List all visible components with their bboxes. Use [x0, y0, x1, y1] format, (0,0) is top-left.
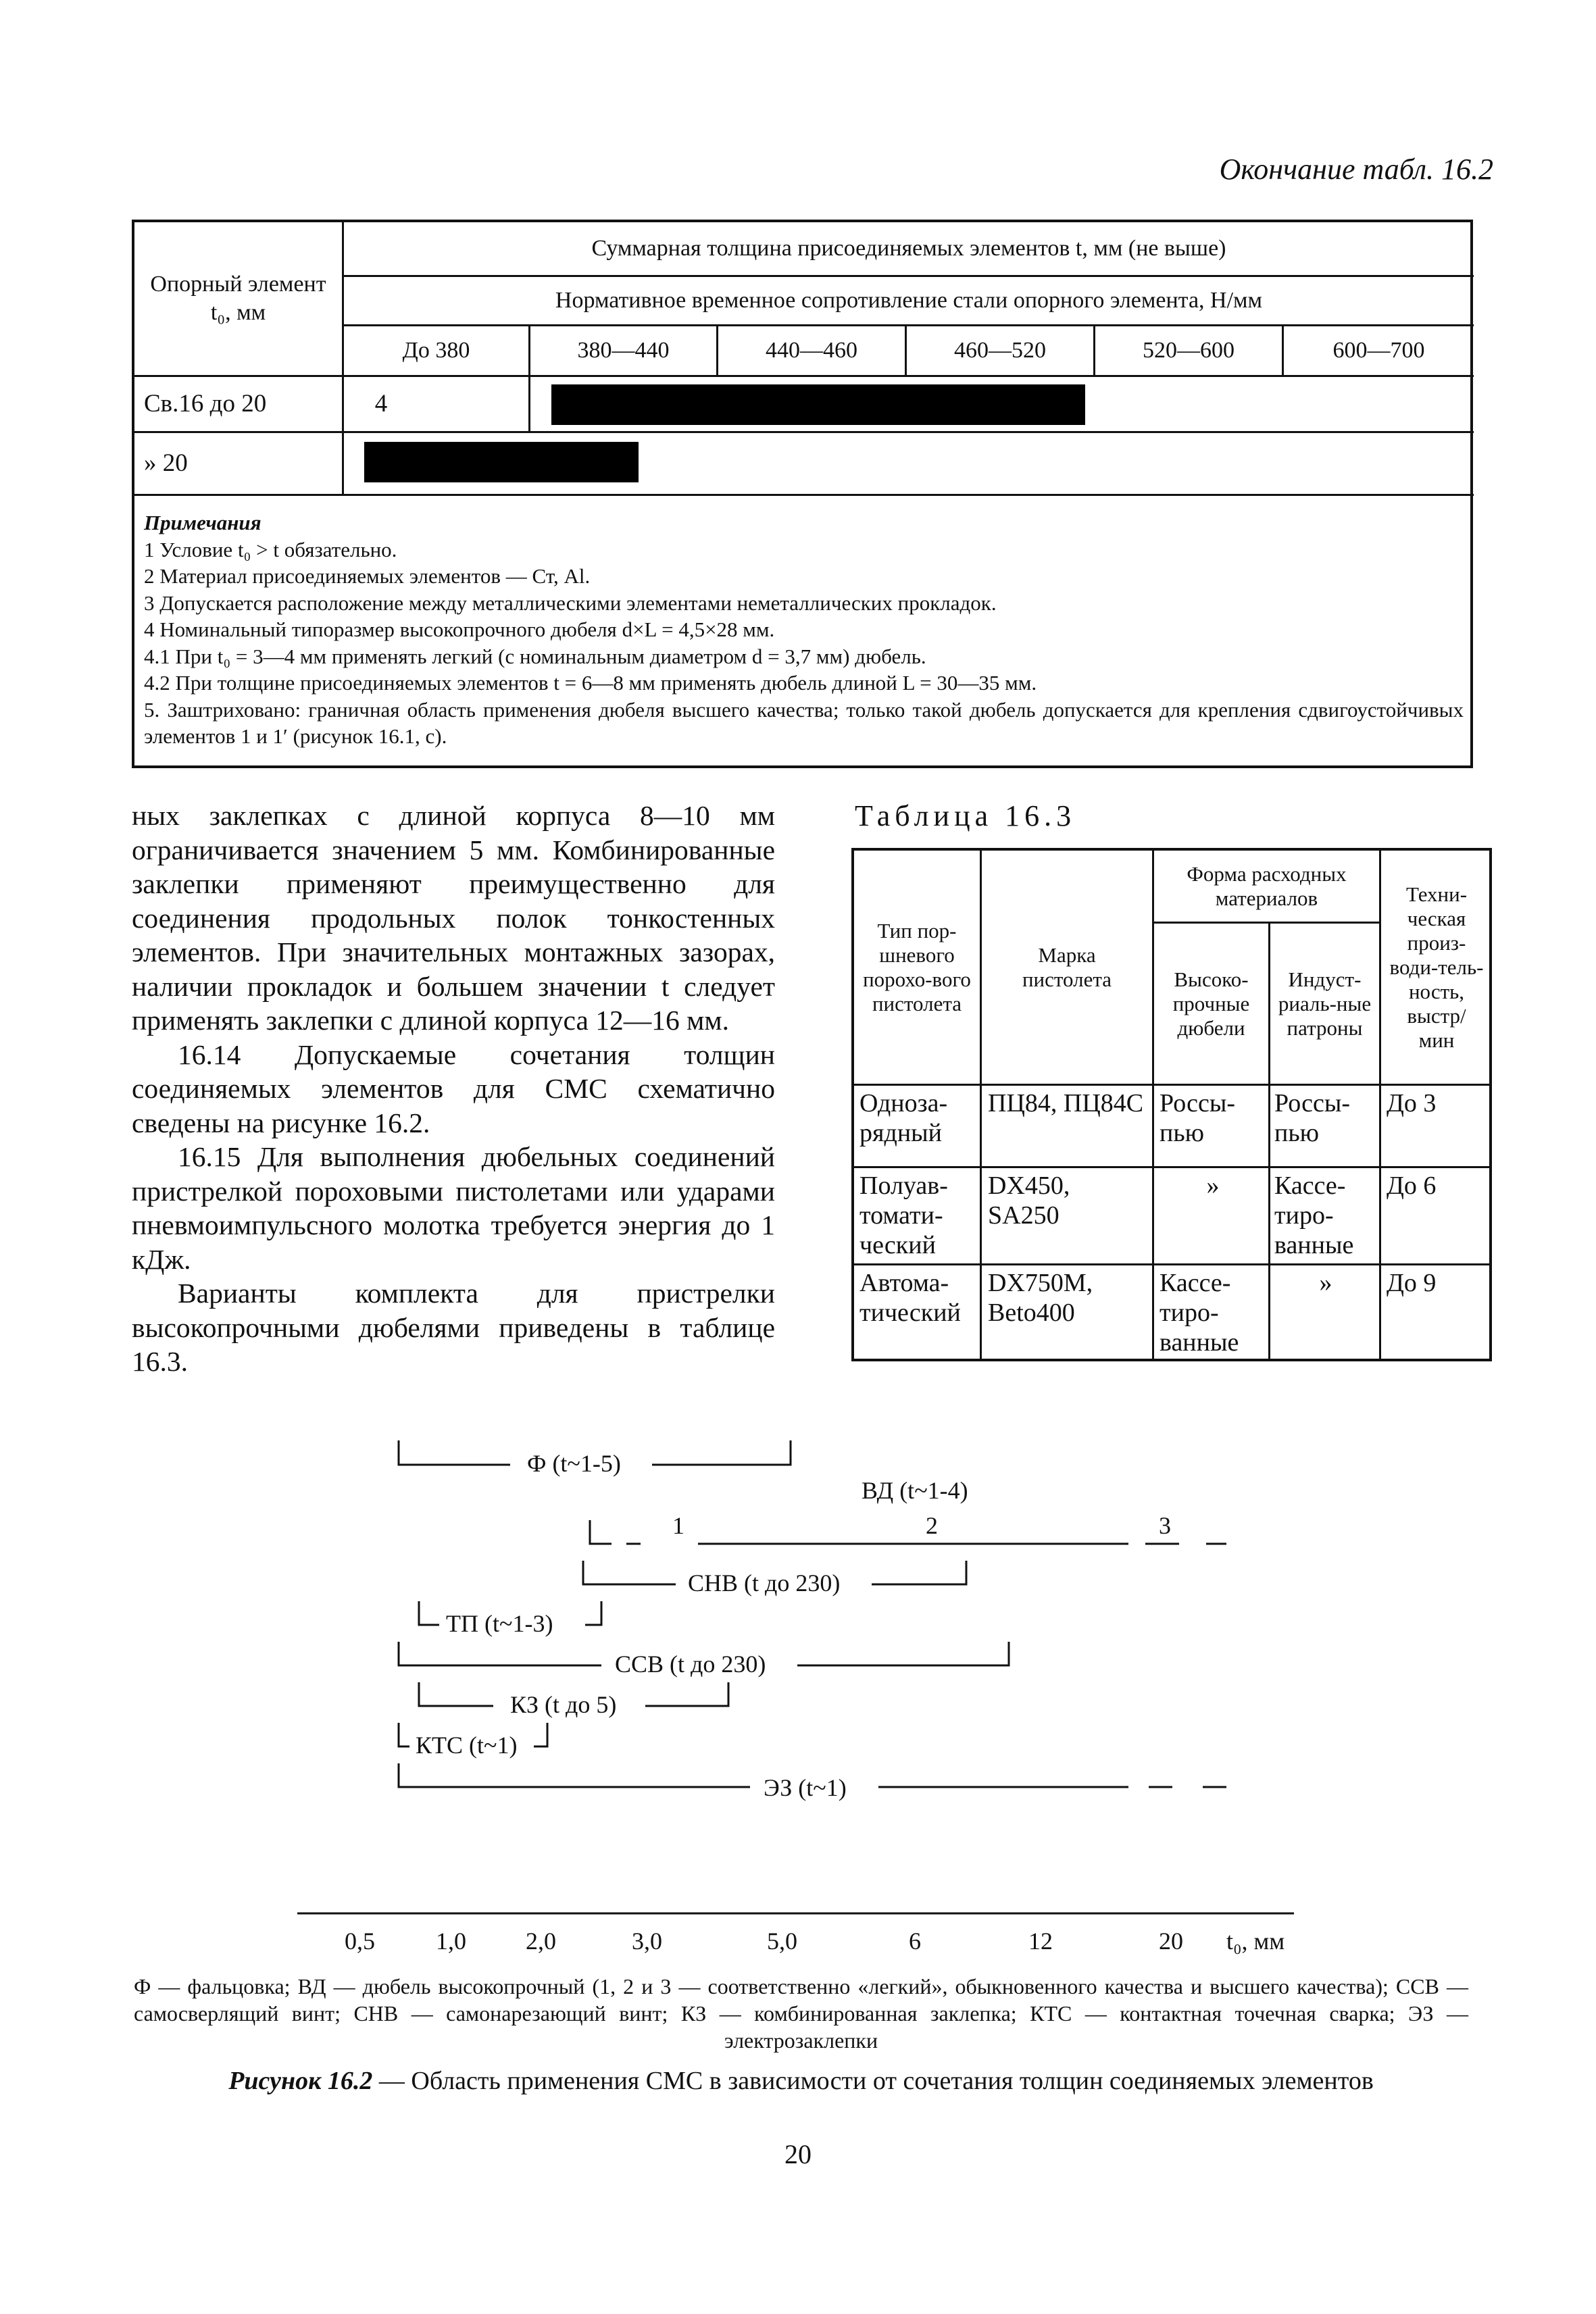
cell-productivity: До 9 — [1387, 1269, 1437, 1297]
label-kz: КЗ (t до 5) — [510, 1691, 617, 1718]
cell-brand: ПЦ84, ПЦ84С — [988, 1089, 1144, 1117]
header-dowels: Высоко-прочные дюбели — [1172, 967, 1250, 1040]
header-support-element: Опорный элемент t₀, мм — [150, 271, 326, 325]
cell-cartridges: Кассе-тиро-ванные — [1274, 1172, 1354, 1259]
paragraph: 16.14 Допускаемые сочетания толщин соединяемых элементов для СМС схематично сведены на рисунке 16.2. — [132, 1038, 775, 1138]
cell-type: Автома-тический — [859, 1269, 961, 1327]
table-continuation-label: Окончание табл. 16.2 — [1219, 153, 1493, 186]
range-bracket-snv — [872, 1561, 966, 1584]
label-kts: КТС (t~1) — [416, 1732, 518, 1759]
label-vd-3: 3 — [1159, 1512, 1171, 1539]
strength-range: 380—440 — [577, 337, 670, 363]
range-bracket-kts — [399, 1723, 409, 1746]
label-vd-1: 1 — [672, 1512, 684, 1539]
header-total-thickness: Суммарная толщина присоединяемых элементов t, мм (не выше) — [591, 235, 1226, 261]
header-type: Тип пор-шневого порохо-вого пистолета — [863, 918, 971, 1015]
range-bracket-ssv — [399, 1642, 601, 1665]
cell-type: Полуав-томати-ческий — [859, 1172, 948, 1259]
notes-title: Примечания — [144, 511, 261, 534]
range-bracket-f — [652, 1440, 791, 1465]
note: 3 Допускается расположение между металлическими элементами неметаллических прокладок. — [144, 590, 997, 615]
figure-caption — [134, 2066, 1468, 2096]
strength-range: 600—700 — [1332, 337, 1425, 363]
page-number: 20 — [784, 2139, 812, 2169]
label-f: Ф (t~1-5) — [527, 1450, 621, 1477]
label-snv: СНВ (t до 230) — [688, 1569, 841, 1596]
label-ssv: ССВ (t до 230) — [615, 1651, 766, 1678]
paragraph: Варианты комплекта для пристрелки высокопрочными дюбелями приведены в таблице 16.3. — [132, 1278, 775, 1377]
range-bracket-kz — [419, 1682, 493, 1706]
cell-cartridges: » — [1319, 1269, 1332, 1297]
header-cartridges: Индуст-риаль-ные патроны — [1278, 967, 1372, 1040]
header-brand: Марка пистолета — [1022, 942, 1112, 991]
strength-range: 520—600 — [1143, 337, 1235, 363]
label-vd-2: 2 — [926, 1512, 938, 1539]
header-productivity: Техни-ческая произ-води-тель-ность, выстр/ мин — [1389, 882, 1484, 1052]
note: 1 Условие t₀ > t обязательно. — [144, 537, 397, 561]
axis-tick-label: 5,0 — [767, 1928, 797, 1955]
table-16-3-caption: Таблица 16.3 — [855, 799, 1076, 832]
paragraph: 16.15 Для выполнения дюбельных соединений пристрелкой пороховыми пистолетами или ударами пневмоимпульсного молотка требуется энергия до 1 кДж. — [132, 1141, 775, 1275]
legend-text: Ф — фальцовка; ВД — дюбель высокопрочный (1, 2 и 3 — соответственно «легкий», обыкновенного качества и высшего качества); ССВ — самосверлящий винт; СНВ — самонарезающий винт; КЗ — комбинированная заклепка; КТС — контактная точечная сварка; ЭЗ — электрозаклепки — [134, 1974, 1468, 2053]
cell-dowels: » — [1206, 1172, 1220, 1200]
note: 5. Заштриховано: граничная область применения дюбеля высшего качества; только такой дюбель допускается для крепления сдвигоустойчивых элементов 1 и 1′ (рисунок 16.1, с). — [144, 697, 1464, 748]
header-materials: Форма расходных материалов — [1187, 861, 1347, 910]
label-ez: ЭЗ (t~1) — [764, 1774, 847, 1801]
label-tp: ТП (t~1-3) — [446, 1610, 553, 1637]
strength-range: До 380 — [402, 337, 470, 363]
note: 4 Номинальный типоразмер высокопрочного дюбеля d×L = 4,5×28 мм. — [144, 618, 775, 641]
note: 2 Материал присоединяемых элементов — Ст, Al. — [144, 564, 591, 588]
figure-caption-text: — Область применения СМС в зависимости от сочетания толщин соединяемых элементов — [372, 2067, 1374, 2095]
range-bracket-ez — [399, 1763, 750, 1787]
row-value: 4 — [374, 389, 388, 418]
cell-productivity: До 6 — [1387, 1172, 1437, 1200]
cell-dowels: Россы-пью — [1159, 1089, 1236, 1147]
range-bracket-tp — [419, 1601, 439, 1625]
range-bracket-snv — [583, 1561, 676, 1584]
cell-cartridges: Россы-пью — [1274, 1089, 1351, 1147]
cell-brand: DX750M, Beto400 — [988, 1269, 1093, 1327]
range-bracket-kts — [534, 1723, 547, 1746]
figure-caption-label: Рисунок 16.2 — [228, 2067, 373, 2095]
header-tensile-strength: Нормативное временное сопротивление стали опорного элемента, Н/мм — [555, 287, 1263, 313]
axis-tick-label: 2,0 — [526, 1928, 556, 1955]
range-bracket-vd — [590, 1520, 612, 1544]
figure-legend — [134, 1973, 1468, 2054]
cell-type: Одноза-рядный — [859, 1089, 948, 1147]
cell-dowels: Кассе-тиро-ванные — [1159, 1269, 1239, 1357]
label-vd: ВД (t~1-4) — [862, 1477, 968, 1504]
note: 4.2 При толщине присоединяемых элементов t = 6—8 мм применять дюбель длиной L = 30—35 мм. — [144, 671, 1037, 695]
note: 4.1 При t₀ = 3—4 мм применять легкий (с номинальным диаметром d = 3,7 мм) дюбель. — [144, 644, 926, 668]
axis-tick-label: 3,0 — [632, 1928, 662, 1955]
range-bracket-f — [399, 1440, 510, 1465]
strength-range: 460—520 — [954, 337, 1046, 363]
range-bracket-ssv — [797, 1642, 1009, 1665]
strength-range: 440—460 — [766, 337, 857, 363]
cell-productivity: До 3 — [1387, 1089, 1437, 1117]
cell-brand: DX450, SA250 — [988, 1172, 1070, 1230]
axis-unit-label: t₀, мм — [1226, 1928, 1285, 1955]
row-label: » 20 — [144, 449, 188, 477]
axis-tick-label: 6 — [909, 1928, 921, 1955]
axis-tick-label: 1,0 — [436, 1928, 466, 1955]
range-bracket-tp — [585, 1601, 601, 1625]
row-label: Св.16 до 20 — [144, 389, 267, 418]
axis-tick-label: 20 — [1159, 1928, 1183, 1955]
axis-tick-label: 12 — [1028, 1928, 1053, 1955]
paragraph: ных заклепках с длиной корпуса 8—10 мм ограничивается значением 5 мм. Комбинированные заклепки применяют преимущественно для соединения продольных полок тонкостенных элементов. При значительных монтажных зазорах, наличии прокладок и большем значении t следует применять заклепки с длиной корпуса 12—16 мм. — [132, 800, 775, 1036]
axis-tick-label: 0,5 — [345, 1928, 375, 1955]
range-bracket-kz — [645, 1682, 728, 1706]
